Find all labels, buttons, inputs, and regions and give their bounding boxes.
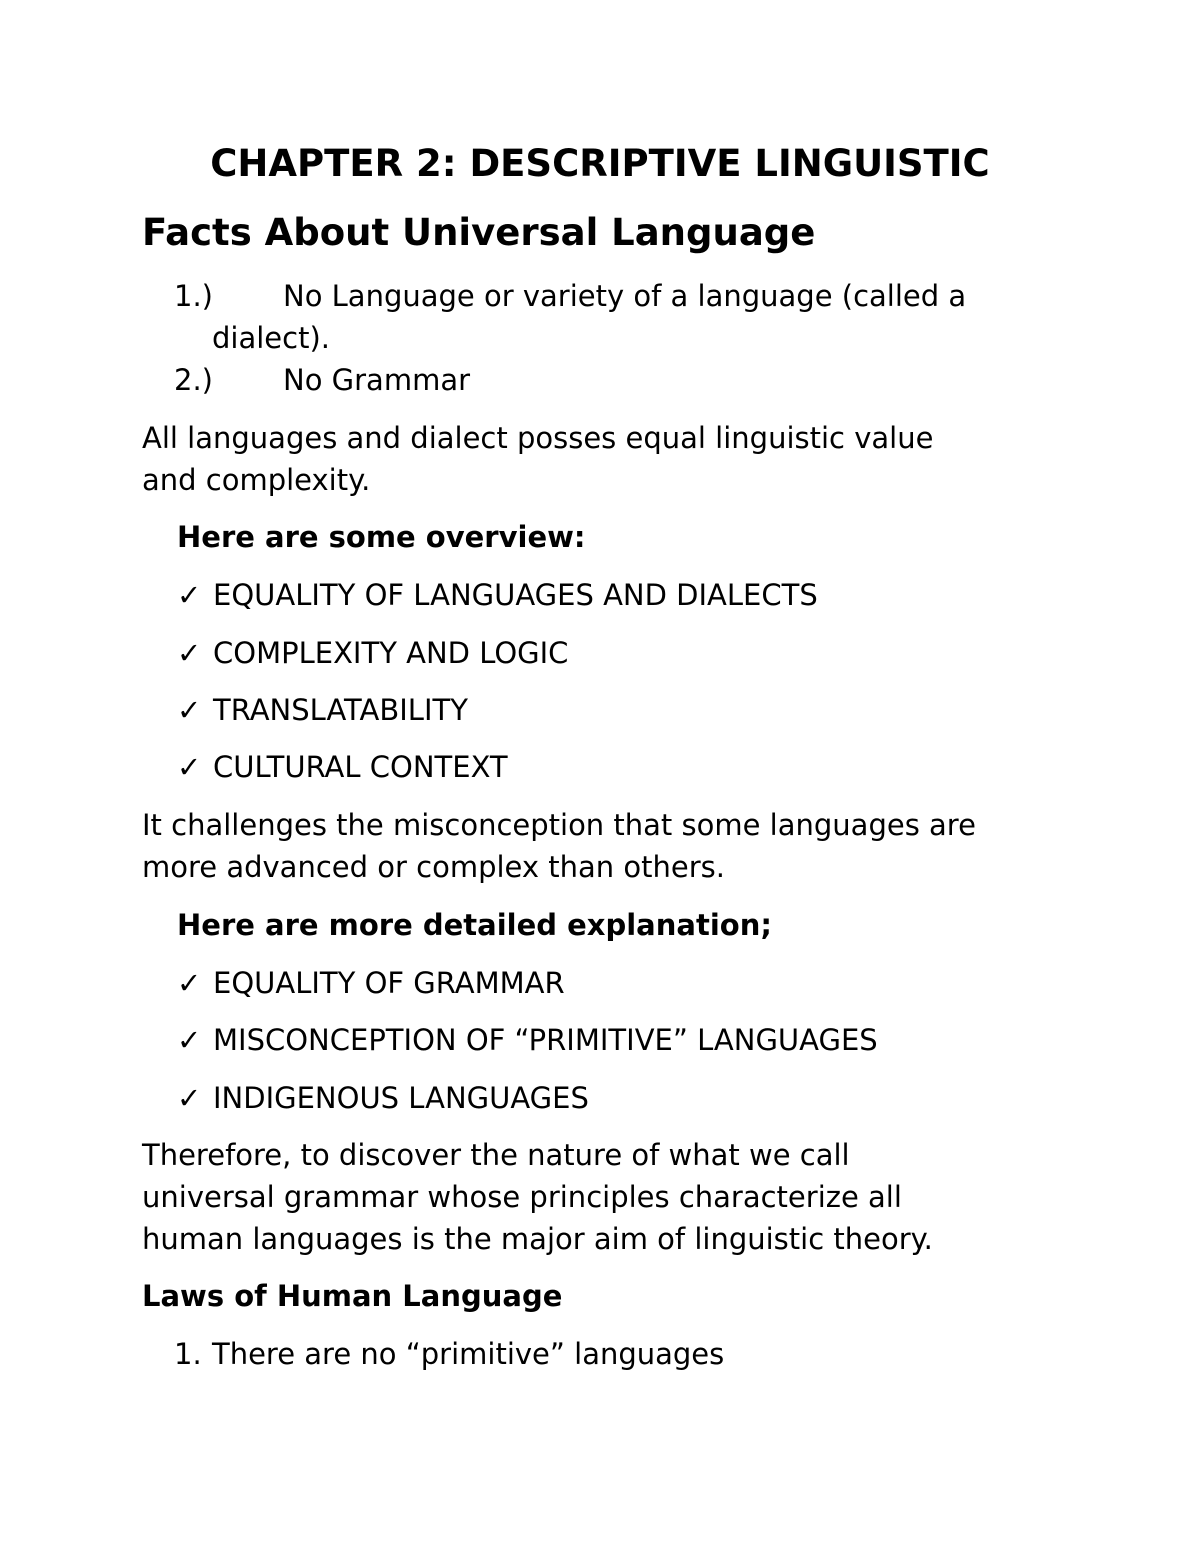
list-item-text: There are no “primitive” languages [212, 1337, 725, 1371]
list-item [177, 574, 818, 616]
laws-heading: Laws of Human Language [142, 1279, 563, 1313]
list-item-text: MISCONCEPTION OF “PRIMITIVE” LANGUAGES [213, 1023, 878, 1057]
checkmark-icon: ✓ [177, 636, 202, 670]
list-item-text-continued: dialect). [212, 321, 330, 355]
checkmark-icon: ✓ [177, 693, 202, 727]
list-item-text: EQUALITY OF GRAMMAR [213, 966, 565, 1000]
list-item-text: EQUALITY OF LANGUAGES AND DIALECTS [213, 578, 818, 612]
list-item [177, 1077, 589, 1119]
list-item-number: 2.) [174, 363, 213, 397]
list-item [177, 632, 568, 674]
section-title: Facts About Universal Language [142, 211, 816, 254]
chapter-title: CHAPTER 2: DESCRIPTIVE LINGUISTIC [210, 142, 990, 185]
checkmark-icon: ✓ [177, 1023, 202, 1057]
checkmark-icon: ✓ [177, 750, 202, 784]
list-item-text: No Language or variety of a language (called a [283, 279, 967, 313]
list-item-text: INDIGENOUS LANGUAGES [213, 1081, 589, 1115]
paragraph-line: All languages and dialect posses equal linguistic value [142, 421, 934, 455]
paragraph-line: human languages is the major aim of linguistic theory. [142, 1222, 933, 1256]
list-item [177, 689, 468, 731]
list-item [177, 746, 508, 788]
list-item-text: CULTURAL CONTEXT [213, 750, 508, 784]
list-item-text: COMPLEXITY AND LOGIC [213, 636, 569, 670]
list-item-text: TRANSLATABILITY [213, 693, 468, 727]
paragraph-line: universal grammar whose principles characterize all [142, 1180, 902, 1214]
list-item-number: 1.) [174, 279, 213, 313]
checkmark-icon: ✓ [177, 1081, 202, 1115]
detailed-heading: Here are more detailed explanation; [177, 908, 772, 942]
list-item-text: No Grammar [283, 363, 471, 397]
list-item [177, 962, 565, 1004]
checkmark-icon: ✓ [177, 966, 202, 1000]
paragraph-line: Therefore, to discover the nature of what we call [142, 1138, 850, 1172]
paragraph-line: and complexity. [142, 463, 371, 497]
checkmark-icon: ✓ [177, 578, 202, 612]
list-item-number: 1. [174, 1337, 202, 1371]
list-item [177, 1019, 878, 1061]
paragraph-line: more advanced or complex than others. [142, 850, 725, 884]
overview-heading: Here are some overview: [177, 520, 586, 554]
paragraph-line: It challenges the misconception that some languages are [142, 808, 976, 842]
